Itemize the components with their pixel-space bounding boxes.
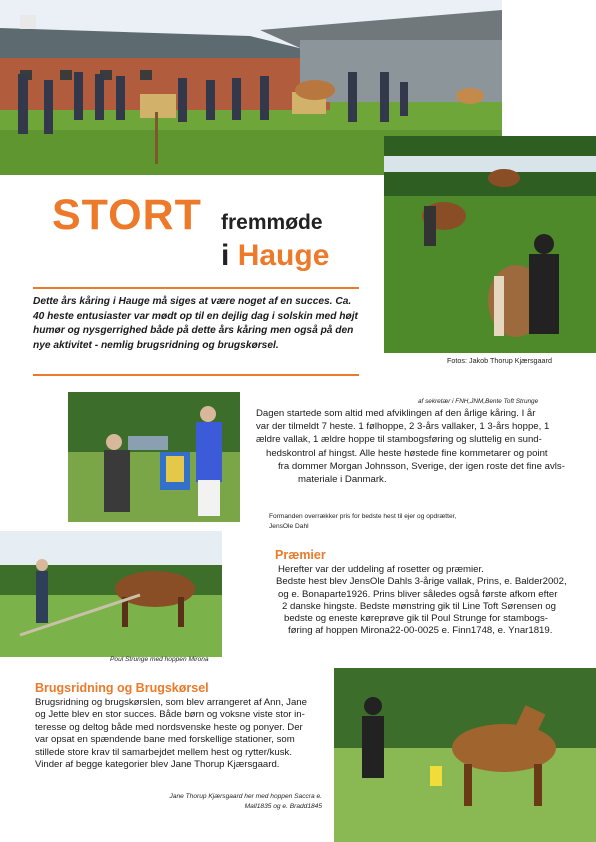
- lead-line: ældre vallak, 1 ældre hoppe til stambogsføring og sluttelig en sund-: [256, 434, 542, 446]
- premier-line: Bedste hest blev JensOle Dahls 3-årige vallak, Prins, e. Balder2002,: [276, 576, 567, 588]
- premier-line: føring af hoppen Mirona22-00-0025 e. Finn1748, e. Ynar1819.: [288, 625, 553, 637]
- photo-child-pony: [384, 136, 596, 353]
- title-fremmoede: fremmøde: [221, 211, 323, 234]
- title-stort: STORT: [52, 191, 202, 239]
- photo-jane-saccra: [334, 668, 596, 842]
- lead-line: materiale i Danmark.: [298, 474, 387, 486]
- title-place-name: Hauge: [237, 239, 330, 272]
- intro-paragraph: Dette års kåring i Hauge må siges at være noget af en succes. Ca. 40 heste entusiaster var mødt op til en dejlig dag i solskin med højt humør og nysgerrighed både på dette års kåring men også på den nye aktivitet - nemlig brugsridning og brugskørsel.: [33, 296, 358, 351]
- caption-jane: Jane Thorup Kjærsgaard her med hoppen Saccra e. Mall1835 og e. Bradd1845: [169, 793, 322, 810]
- brugs-line: og Jette blev en stor succes. Både børn og voksne viste stor in-: [35, 709, 305, 721]
- premier-line: bedste og eneste køreprøve gik til Poul Strunge for stambogs-: [284, 613, 548, 625]
- brugs-line: var opsat en spændende bane med forskellige stationer, som: [35, 734, 295, 746]
- title-place: [221, 241, 329, 271]
- rule-top: [33, 287, 359, 289]
- lead-line: fra dommer Morgan Johnsson, Sverige, der igen roste det fine avls-: [278, 460, 565, 472]
- brugs-line: stillede store krav til samarbejdet mellem hest og rytter/kusk.: [35, 746, 292, 758]
- rule-bottom: [33, 374, 359, 376]
- byline: af sekretær i FNH,JNM,Bente Toft Strunge: [418, 398, 539, 405]
- brugs-line: teresse og deltog både med nordsvenske heste og ponyer. Der: [35, 721, 303, 733]
- premier-line: og e. Bonaparte1926. Prins bliver således også første afkom efter: [278, 588, 558, 600]
- title-place-prefix: i: [221, 239, 230, 272]
- lead-line: var der tilmeldt 7 heste. 1 følhoppe, 2 3-års vallaker, 1 3-års hoppe, 1: [256, 421, 550, 433]
- premier-paragraph: [278, 564, 584, 638]
- lead-line: Dagen startede som altid med afviklingen af den årlige kåring. I år: [256, 408, 536, 419]
- premier-line: Herefter var der uddeling af rosetter og præmier.: [278, 564, 484, 575]
- photo-award-handover: [68, 392, 240, 522]
- photo-poul-mirona: [0, 531, 222, 657]
- lead-line: hedskontrol af hingst. Alle heste høstede fine kommetarer og point: [266, 447, 548, 459]
- premier-line: 2 danske hingste. Bedste mønstring gik til Line Toft Sørensen og: [282, 600, 556, 612]
- brugs-paragraph: [35, 697, 325, 771]
- photo-credit: Fotos: Jakob Thorup Kjærsgaard: [447, 356, 552, 365]
- caption-award: Formanden overrækker pris for bedste hest til ejer og opdrætter, JensOle Dahl: [269, 513, 457, 530]
- brugs-line: Vinder af begge kategorier blev Jane Thorup Kjærsgaard.: [35, 759, 280, 771]
- heading-premier: Præmier: [275, 548, 326, 562]
- caption-poul: Poul Strunge med hoppen Mirona: [110, 656, 209, 663]
- heading-brugsridning: Brugsridning og Brugskørsel: [35, 681, 209, 695]
- brugs-line: Brugsridning og brugskørslen, som blev arrangeret af Ann, Jane: [35, 697, 307, 708]
- lead-paragraph: [256, 407, 580, 486]
